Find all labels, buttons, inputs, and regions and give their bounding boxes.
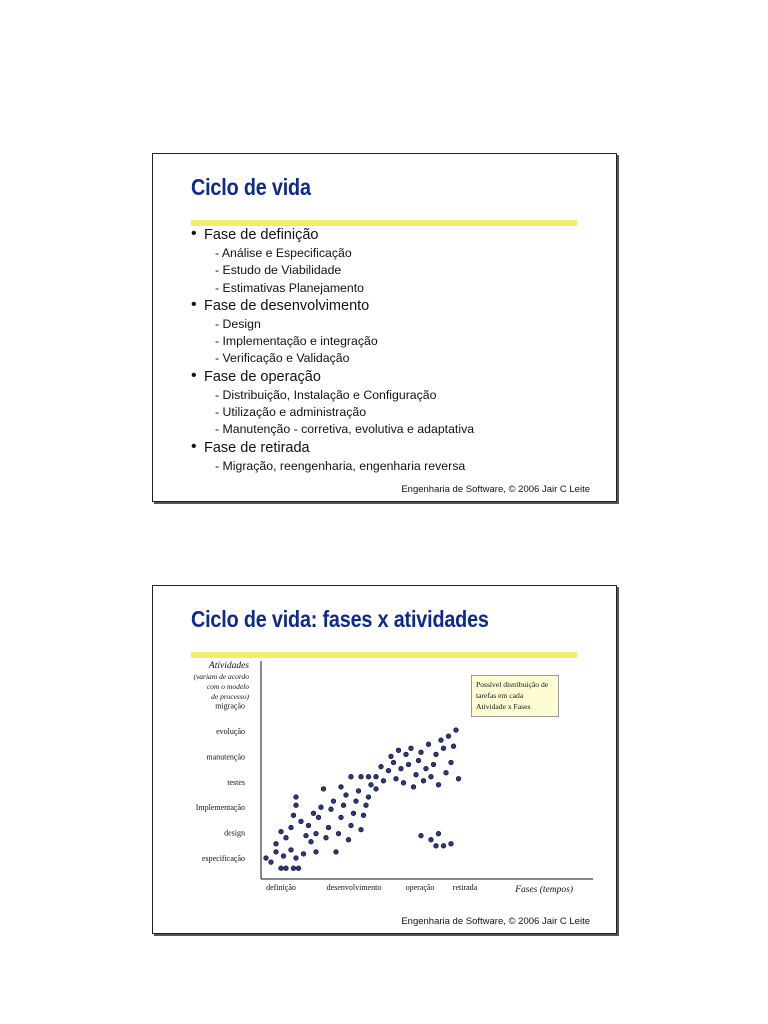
scatter-point (434, 752, 439, 757)
scatter-point (421, 779, 426, 784)
x-tick-label: retirada (452, 883, 478, 892)
bullet-subitem: - Estudo de Viabilidade (215, 263, 342, 278)
slide-ciclo-de-vida (152, 153, 617, 502)
scatter-point (359, 774, 364, 779)
bullet-subitem: - Implementação e integração (215, 334, 378, 349)
x-tick-label: operação (405, 883, 435, 892)
bullet-subitem: - Manutenção - corretiva, evolutiva e adaptativa (215, 422, 475, 437)
scatter-point (439, 738, 444, 743)
y-tick-label: especificação (201, 854, 245, 863)
scatter-point (279, 866, 284, 871)
scatter-point (319, 805, 324, 810)
scatter-point (351, 811, 356, 816)
scatter-point (441, 746, 446, 751)
y-axis-labels (196, 702, 245, 863)
scatter-point (454, 728, 459, 733)
scatter-point (349, 774, 354, 779)
scatter-point (446, 734, 451, 739)
scatter-point (411, 785, 416, 790)
scatter-point (321, 787, 326, 792)
slide-fases-atividades (152, 585, 617, 934)
scatter-point (436, 831, 441, 836)
scatter-point (339, 815, 344, 820)
scatter-point (396, 748, 401, 753)
scatter-point (296, 866, 301, 871)
scatter-point (336, 831, 341, 836)
scatter-point (374, 774, 379, 779)
scatter-point (341, 803, 346, 808)
scatter-point (451, 744, 456, 749)
x-tick-label: definição (266, 883, 296, 892)
bullet-heading: • Fase de operação (191, 368, 606, 387)
bullet-heading: • Fase de retirada (191, 439, 606, 458)
scatter-point (374, 787, 379, 792)
bullet-subitem: - Verificação e Validação (215, 351, 350, 366)
y-tick-label: design (224, 828, 245, 838)
scatter-point (291, 866, 296, 871)
bullet-subitem: - Estimativas Planejamento (215, 280, 364, 295)
scatter-point (379, 764, 384, 769)
scatter-point (434, 844, 439, 849)
scatter-point (314, 850, 319, 855)
bullet-heading: • Fase de desenvolvimento (191, 297, 606, 316)
slide-footer: Engenharia de Software, © 2006 Jair C Leite (401, 484, 590, 495)
scatter-point (441, 844, 446, 849)
scatter-point (389, 754, 394, 759)
scatter-point (289, 848, 294, 853)
y-tick-label: manutenção (206, 752, 245, 762)
chart-note-box: Possível distribuição de tarefas em cada Atividade x Fases (471, 675, 559, 717)
scatter-point (426, 742, 431, 747)
scatter-point (381, 779, 386, 784)
y-tick-label: testes (227, 777, 245, 787)
scatter-point (279, 829, 284, 834)
bullet-subitem: - Distribuição, Instalação e Configuração (215, 387, 437, 402)
scatter-point (436, 783, 441, 788)
scatter-point (449, 842, 454, 847)
scatter-point (294, 856, 299, 861)
scatter-point (419, 750, 424, 755)
bullet-heading: • Fase de definição (191, 226, 606, 245)
scatter-point (399, 766, 404, 771)
scatter-point (406, 762, 411, 767)
y-axis-title: Atividades (208, 661, 249, 671)
scatter-point (391, 760, 396, 765)
scatter-point (366, 774, 371, 779)
y-axis-subtitle: (variam de acordo (193, 672, 249, 681)
y-axis-subtitle: com o modelo (206, 682, 249, 691)
y-tick-label: evolução (216, 727, 245, 736)
scatter-point (309, 839, 314, 844)
scatter-point (354, 799, 359, 804)
scatter-point (386, 768, 391, 773)
scatter-point (294, 803, 299, 808)
scatter-point (311, 811, 316, 816)
scatter-point (269, 860, 274, 865)
bullet-subitem: - Análise e Especificação (215, 246, 352, 260)
slide-content (191, 226, 606, 475)
scatter-point (329, 807, 334, 812)
y-axis-subtitle: de processo) (211, 692, 249, 701)
scatter-point (401, 781, 406, 786)
scatter-point (449, 760, 454, 765)
scatter-point (416, 758, 421, 763)
scatter-point (444, 770, 449, 775)
scatter-chart (153, 586, 616, 933)
slide-title: Ciclo de vida (191, 174, 311, 200)
scatter-point (344, 793, 349, 798)
bullet-subitem: - Design (215, 316, 261, 331)
scatter-point (424, 766, 429, 771)
scatter-point (409, 746, 414, 751)
scatter-point (364, 803, 369, 808)
scatter-point (284, 866, 289, 871)
x-tick-label: desenvolvimento (326, 883, 382, 892)
scatter-point (404, 752, 409, 757)
scatter-point (419, 833, 424, 838)
scatter-point (264, 856, 269, 861)
scatter-point (429, 774, 434, 779)
bullet-subitem: - Migração, reengenharia, engenharia reversa (215, 458, 466, 473)
scatter-point (294, 795, 299, 800)
scatter-point (284, 835, 289, 840)
scatter-point (326, 825, 331, 830)
scatter-point (339, 785, 344, 790)
scatter-point (359, 827, 364, 832)
bullet-subitem: - Utilização e administração (215, 405, 367, 420)
scatter-point (456, 777, 461, 782)
scatter-point (289, 825, 294, 830)
scatter-point (301, 852, 306, 857)
scatter-point (356, 789, 361, 794)
scatter-point (324, 835, 329, 840)
scatter-point (429, 837, 434, 842)
scatter-point (394, 777, 399, 782)
scatter-point (314, 831, 319, 836)
scatter-point (291, 813, 296, 818)
slide-title: Ciclo de vida: fases x atividades (191, 606, 489, 632)
scatter-point (316, 815, 321, 820)
scatter-point (414, 772, 419, 777)
slide-footer: Engenharia de Software, © 2006 Jair C Leite (401, 916, 590, 927)
scatter-point (369, 783, 374, 788)
scatter-point (431, 762, 436, 767)
y-tick-label: migração (215, 701, 245, 711)
scatter-point (349, 823, 354, 828)
scatter-point (281, 854, 286, 859)
scatter-point (334, 850, 339, 855)
scatter-point (306, 823, 311, 828)
scatter-point (274, 850, 279, 855)
x-axis-labels (266, 883, 478, 892)
x-axis-title: Fases (tempos) (515, 885, 573, 895)
scatter-point (346, 837, 351, 842)
scatter-point (366, 795, 371, 800)
scatter-point (331, 799, 336, 804)
scatter-point (299, 819, 304, 824)
scatter-point (304, 833, 309, 838)
scatter-point (361, 813, 366, 818)
scatter-point (274, 842, 279, 847)
y-tick-label: Implementação (195, 803, 245, 813)
scatter-points (264, 728, 461, 871)
